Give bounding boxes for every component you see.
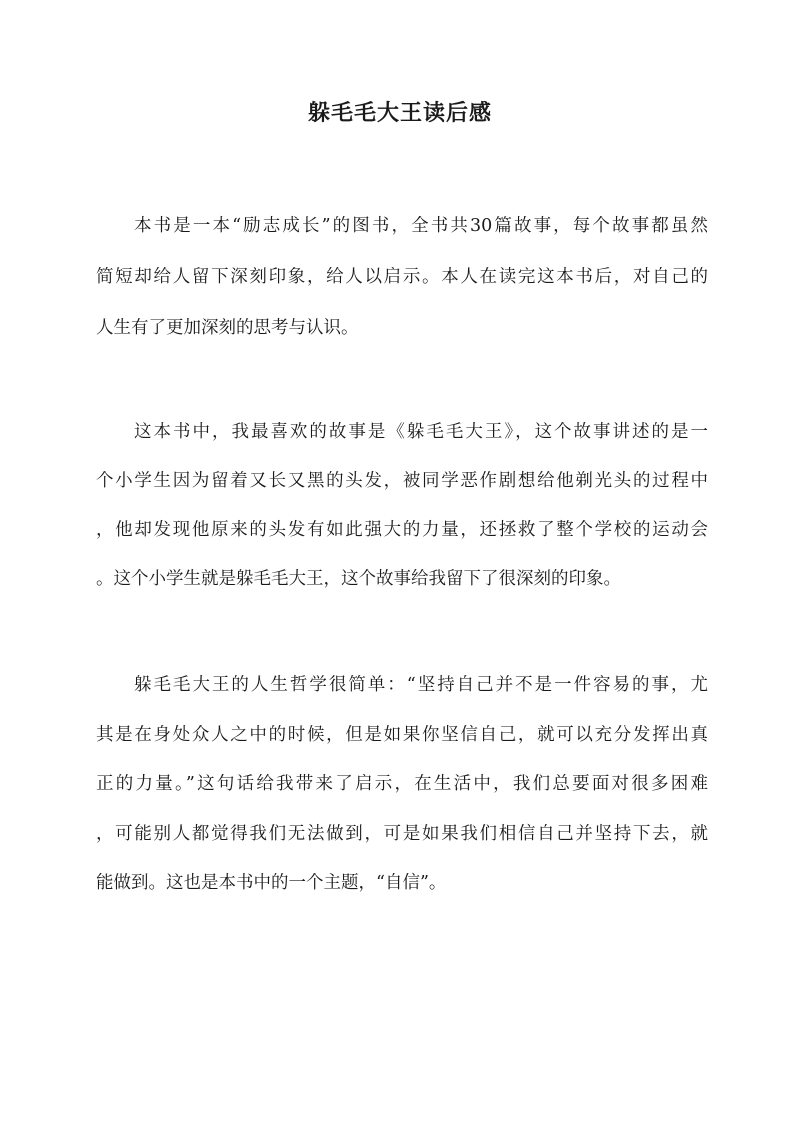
paragraph-line: 这本书中，我最喜欢的故事是《躲毛毛大王》，这个故事讲述的是一 (134, 422, 708, 442)
document-title: 躲毛毛大王读后感 (307, 100, 492, 126)
paragraph-line: 个小学生因为留着又长又黑的头发，被同学恶作剧想给他剃光头的过程中 (96, 471, 708, 491)
paragraph-line: 人生有了更加深刻的思考与认识。 (96, 318, 359, 338)
paragraph-line: 正的力量。”这句话给我带来了启示，在生活中，我们总要面对很多困难 (96, 774, 708, 794)
paragraph-line: 能做到。这也是本书中的一个主题，“自信”。 (96, 873, 447, 893)
paragraph-line: ，可能别人都觉得我们无法做到，可是如果我们相信自己并坚持下去，就 (96, 824, 708, 844)
paragraph-line: ，他却发现他原来的头发有如此强大的力量，还拯救了整个学校的运动会 (96, 520, 708, 540)
paragraph-line: 简短却给人留下深刻印象，给人以启示。本人在读完这本书后，对自己的 (96, 267, 708, 287)
paragraph-line: 其是在身处众人之中的时候，但是如果你坚信自己，就可以充分发挥出真 (96, 725, 708, 745)
paragraph-line: 躲毛毛大王的人生哲学很简单：“坚持自己并不是一件容易的事，尤 (134, 675, 708, 695)
paragraph-line: 。这个小学生就是躲毛毛大王，这个故事给我留下了很深刻的印象。 (96, 569, 621, 589)
paragraph-line: 本书是一本“励志成长”的图书，全书共30篇故事，每个故事都虽然 (134, 216, 708, 236)
